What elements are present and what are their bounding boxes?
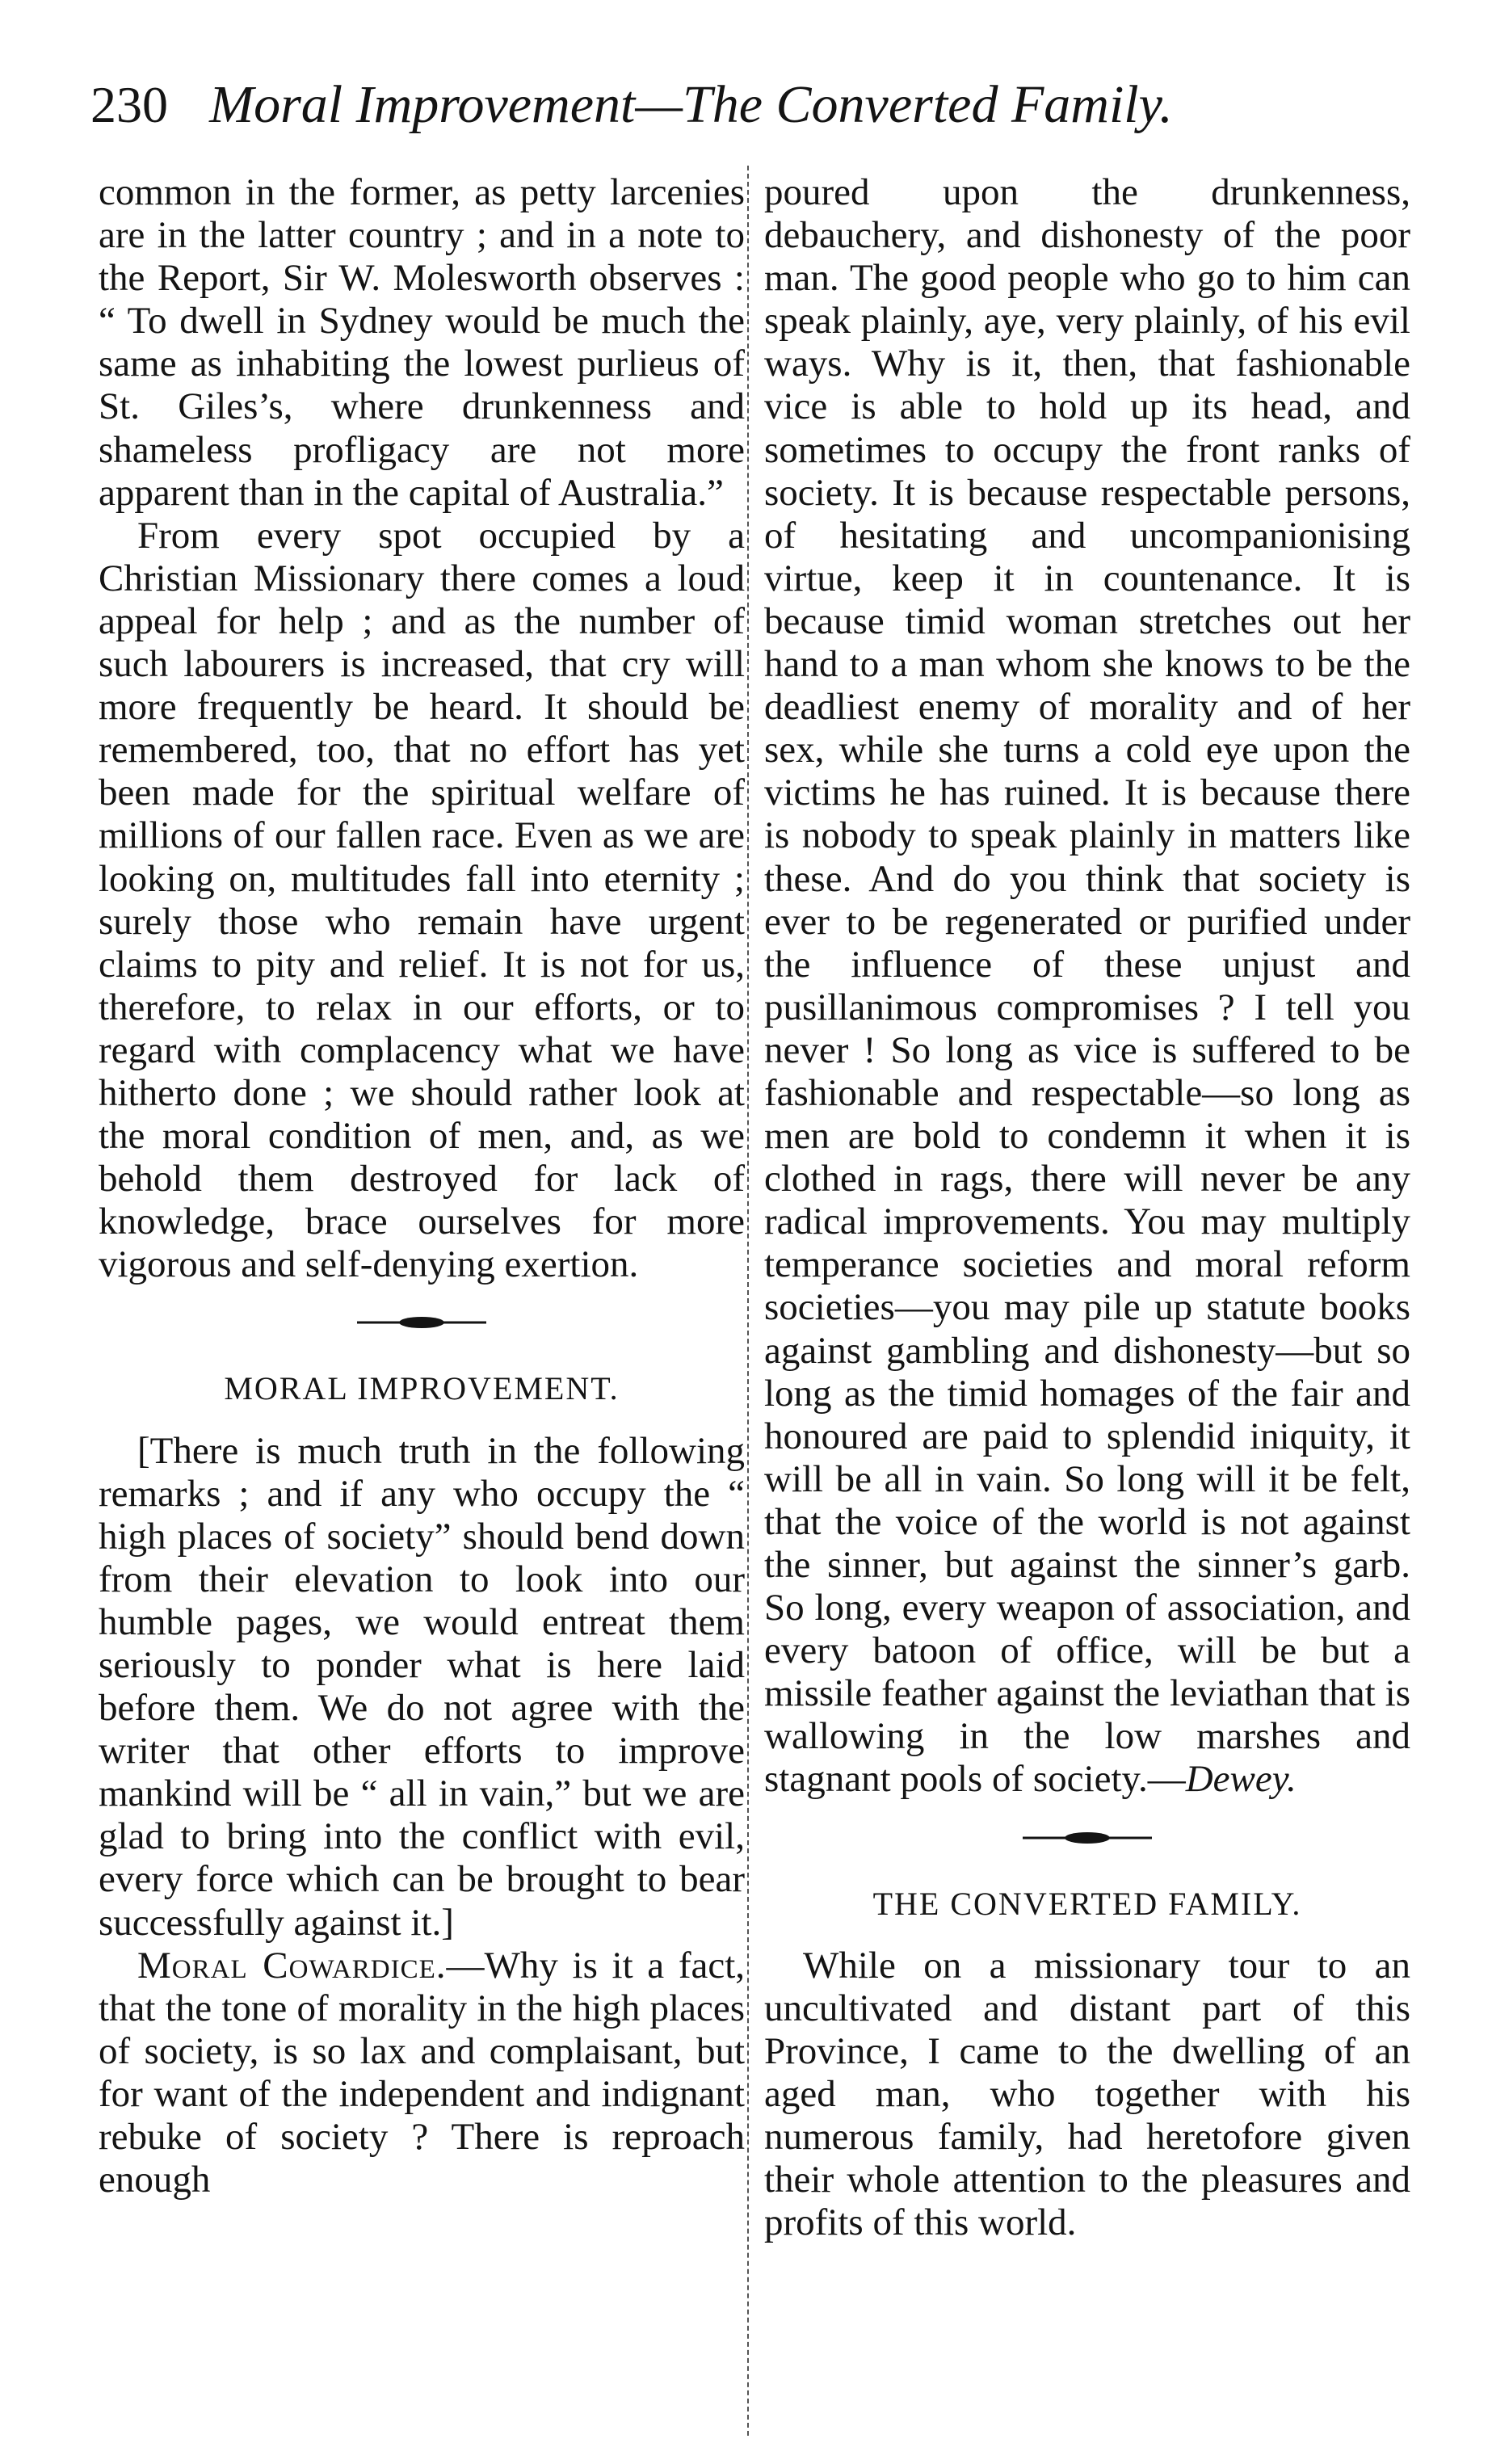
ornament-icon [357,1314,486,1331]
ornament-icon [1023,1830,1152,1846]
right-paragraph-2: While on a missionary tour to an uncultivated and distant part of this Province, I came to the dwelling of an aged man, who together with his numerous family, had heretofore given their whole attention to the pleasures and profits of this world. [764,1944,1410,2244]
left-column [99,171,745,2201]
column-rule [747,166,749,2436]
right-paragraph-1 [764,171,1410,1802]
right-column [764,171,1410,2244]
page-header [90,74,1423,139]
right-paragraph-1-text: poured upon the drunkenness, debauchery, and dishonesty of the poor man. The good people who go to him can speak plainly, aye, very plainly, of his evil ways. Why is it, then, that fashionable vice is able to hold up its head, and sometimes to occupy the front ranks of society. It is because respectable persons, of hesitating and uncompanionising virtue, keep it in countenance. It is because timid woman stretches out her hand to a man whom she knows to be the deadliest enemy of morality and of her sex, while she turns a cold eye upon the victims he has ruined. It is because there is nobody to speak plainly in matters like these. And do you think that society is ever to be regenerated or purified under the influence of these unjust and pusillanimous compromises ? I tell you never ! So long as vice is suffered to be fashionable and respectable—so long as men are bold to condemn it when it is clothed in rags, there will never be any radical improvements. You may multiply temperance societies and moral reform societies—you may pile up statute books against gambling and dishonesty—but so long as the timid homages of the fair and honoured are paid to splendid iniquity, it will be all in vain. So long will it be felt, that the voice of the world is not against the sinner, but against the sinner’s garb. So long, every weapon of association, and every batoon of office, will be but a missile feather against the leviathan that is wallowing in the low marshes and stagnant pools of society.— [764,171,1410,1801]
left-paragraph-3: [There is much truth in the following remarks ; and if any who occupy the “ high places of society” should bend down from their elevation to look into our humble pages, we would entreat them seriously to ponder what is here laid before them. We do not agree with the writer that other efforts to improve mankind will be “ all in vain,” but we are glad to bring into the conflict with evil, every force which can be brought to bear successfully against it.] [99,1429,745,1944]
section-divider-ornament [764,1802,1410,1874]
left-paragraph-4 [99,1945,745,2202]
section-heading-moral-improvement: MORAL IMPROVEMENT. [224,1370,620,1407]
moral-cowardice-text: —Why is it a fact, that the tone of morality in the high places of society, is so lax and complaisant, but for want of the independent and indignant rebuke of society ? There is reproach enough [99,1944,745,2201]
running-head: Moral Improvement—The Converted Family. [209,75,1173,134]
left-paragraph-1: common in the former, as petty larcenies are in the latter country ; and in a note to the Report, Sir W. Molesworth observes : “ To dwell in Sydney would be much the same as inhabiting the lowest purlieus of St. Giles’s, where drunkenness and shameless profligacy are not more apparent than in the capital of Australia.” [99,171,745,514]
moral-cowardice-lead: Moral Cowardice. [137,1944,447,1987]
section-divider-ornament [99,1286,745,1359]
page-number: 230 [90,76,168,133]
left-paragraph-2: From every spot occupied by a Christian Missionary there comes a loud appeal for help ; and as the number of such labourers is increased, that cry will more frequently be heard. It should be remembered, too, that no effort has yet been made for the spiritual welfare of millions of our fallen race. Even as we are looking on, multitudes fall into eternity ; surely those who remain have urgent claims to pity and relief. It is not for us, therefore, to relax in our efforts, or to regard with complacency what we have hitherto done ; we should rather look at the moral condition of men, and, as we behold them destroyed for lack of knowledge, brace ourselves for more vigorous and self-denying exertion. [99,514,745,1286]
attribution-dewey: Dewey. [1185,1758,1297,1801]
section-heading-converted-family: THE CONVERTED FAMILY. [872,1885,1302,1922]
